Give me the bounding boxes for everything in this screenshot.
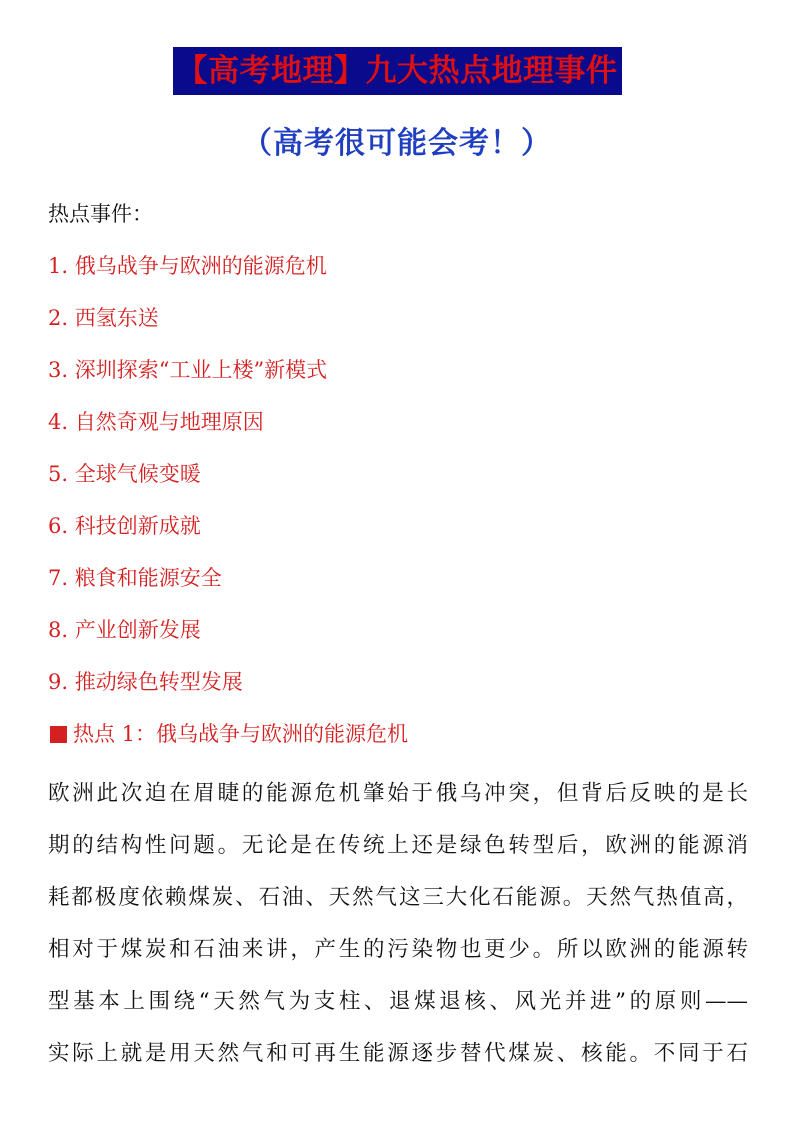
toc-item-4: 4. 自然奇观与地理原因: [48, 410, 264, 434]
toc-item-5: 5. 全球气候变暖: [48, 462, 201, 486]
body-line: 型基本上围绕“天然气为支柱、退煤退核、风光并进”的原则——: [48, 989, 748, 1014]
body-line: 期的结构性问题。无论是在传统上还是绿色转型后，欧洲的能源消: [48, 833, 748, 858]
body-line: 欧洲此次迫在眉睫的能源危机肇始于俄乌冲突，但背后反映的是长: [48, 781, 748, 806]
section-heading-1: [48, 716, 408, 752]
section-heading-text: 热点 1：俄乌战争与欧洲的能源危机: [73, 722, 409, 746]
page-subtitle: （高考很可能会考！）: [242, 126, 552, 161]
title-container: [0, 47, 794, 95]
square-bullet-icon: [50, 726, 67, 743]
toc-item-1: 1. 俄乌战争与欧洲的能源危机: [48, 254, 327, 278]
toc-item-9: 9. 推动绿色转型发展: [48, 670, 243, 694]
page-title: 【高考地理】九大热点地理事件: [173, 47, 622, 95]
intro-label: 热点事件：: [48, 202, 153, 226]
toc-item-7: 7. 粮食和能源安全: [48, 566, 222, 590]
toc-item-2: 2. 西氢东送: [48, 306, 159, 330]
section-body-1: [48, 768, 748, 1080]
table-of-contents: [48, 248, 327, 716]
body-line: 耗都极度依赖煤炭、石油、天然气这三大化石能源。天然气热值高，: [48, 885, 748, 910]
body-line: 实际上就是用天然气和可再生能源逐步替代煤炭、核能。不同于石: [48, 1041, 748, 1066]
toc-item-6: 6. 科技创新成就: [48, 514, 201, 538]
toc-item-8: 8. 产业创新发展: [48, 618, 201, 642]
toc-item-3: 3. 深圳探索“工业上楼”新模式: [48, 358, 328, 382]
body-line: 相对于煤炭和石油来讲，产生的污染物也更少。所以欧洲的能源转: [48, 937, 748, 962]
